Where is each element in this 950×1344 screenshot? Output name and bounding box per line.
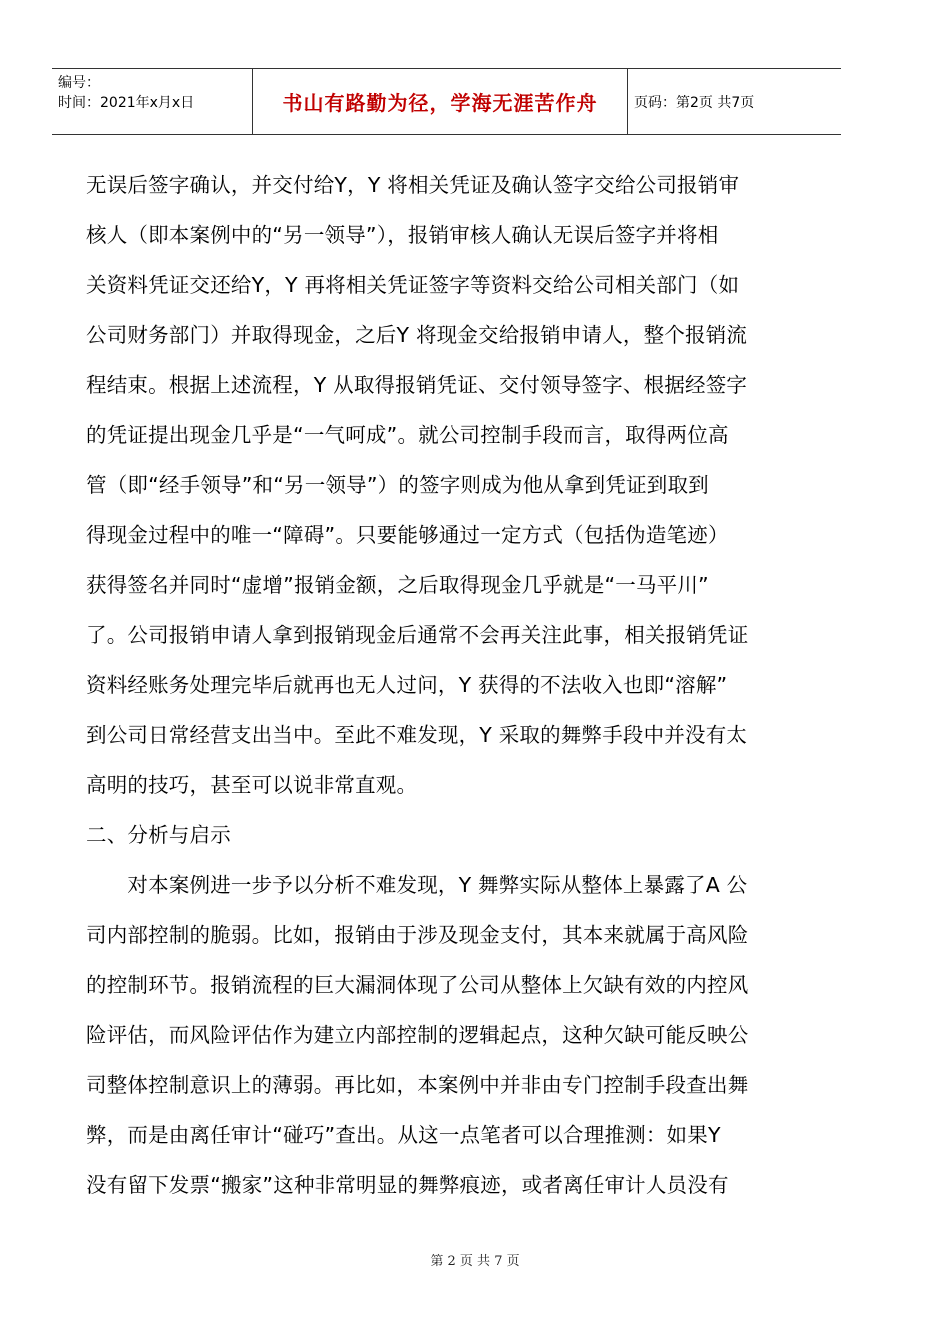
body-line: 的控制环节。报销流程的巨大漏洞体现了公司从整体上欠缺有效的内控风 [86, 973, 749, 997]
header-meta-cell [52, 69, 253, 134]
page-footer: 第 2 页 共 7 页 [430, 1254, 520, 1269]
document-number-label: 编号： [58, 75, 100, 91]
body-line: 的凭证提出现金几乎是“一气呵成”。就公司控制手段而言，取得两位高 [86, 423, 729, 447]
body-line: 到公司日常经营支出当中。至此不难发现，Y 采取的舞弊手段中并没有太 [86, 723, 748, 747]
body-line: 获得签名并同时“虚增”报销金额，之后取得现金几乎就是“一马平川” [86, 573, 709, 597]
header-motto-cell [253, 69, 628, 134]
body-line: 司内部控制的脆弱。比如，报销由于涉及现金支付，其本来就属于高风险 [86, 923, 749, 947]
body-line: 资料经账务处理完毕后就再也无人过问，Y 获得的不法收入也即“溶解” [86, 673, 728, 697]
header-motto: 书山有路勤为径，学海无涯苦作舟 [282, 91, 598, 115]
body-line: 核人（即本案例中的“另一领导”），报销审核人确认无误后签字并将相 [86, 223, 719, 247]
document-time-label: 时间：2021年x月x日 [58, 95, 195, 111]
body-line: 得现金过程中的唯一“障碍”。只要能够通过一定方式（包括伪造笔迹） [86, 523, 729, 547]
body-line: 管（即“经手领导”和“另一领导”）的签字则成为他从拿到凭证到取到 [86, 473, 709, 497]
body-line: 对本案例进一步予以分析不难发现，Y 舞弊实际从整体上暴露了A 公 [86, 873, 748, 897]
document-body [86, 160, 808, 1210]
body-line: 没有留下发票“搬家”这种非常明显的舞弊痕迹，或者离任审计人员没有 [86, 1173, 729, 1197]
body-line: 了。公司报销申请人拿到报销现金后通常不会再关注此事，相关报销凭证 [86, 623, 749, 647]
body-line: 险评估，而风险评估作为建立内部控制的逻辑起点，这种欠缺可能反映公 [86, 1023, 749, 1047]
body-line: 司整体控制意识上的薄弱。再比如，本案例中并非由专门控制手段查出舞 [86, 1073, 749, 1097]
body-line: 无误后签字确认，并交付给Y，Y 将相关凭证及确认签字交给公司报销审 [86, 173, 740, 197]
body-line: 关资料凭证交还给Y，Y 再将相关凭证签字等资料交给公司相关部门（如 [86, 273, 740, 297]
body-line: 高明的技巧，甚至可以说非常直观。 [86, 773, 418, 797]
section-heading: 二、分析与启示 [86, 823, 231, 847]
body-line: 公司财务部门）并取得现金，之后Y 将现金交给报销申请人，整个报销流 [86, 323, 748, 347]
header-page-info: 页码：第2页 共7页 [634, 94, 755, 111]
header-page-cell [628, 69, 841, 134]
body-line: 弊，而是由离任审计“碰巧”查出。从这一点笔者可以合理推测：如果Y [86, 1123, 721, 1147]
page-header [52, 68, 841, 135]
body-line: 程结束。根据上述流程，Y 从取得报销凭证、交付领导签字、根据经签字 [86, 373, 748, 397]
